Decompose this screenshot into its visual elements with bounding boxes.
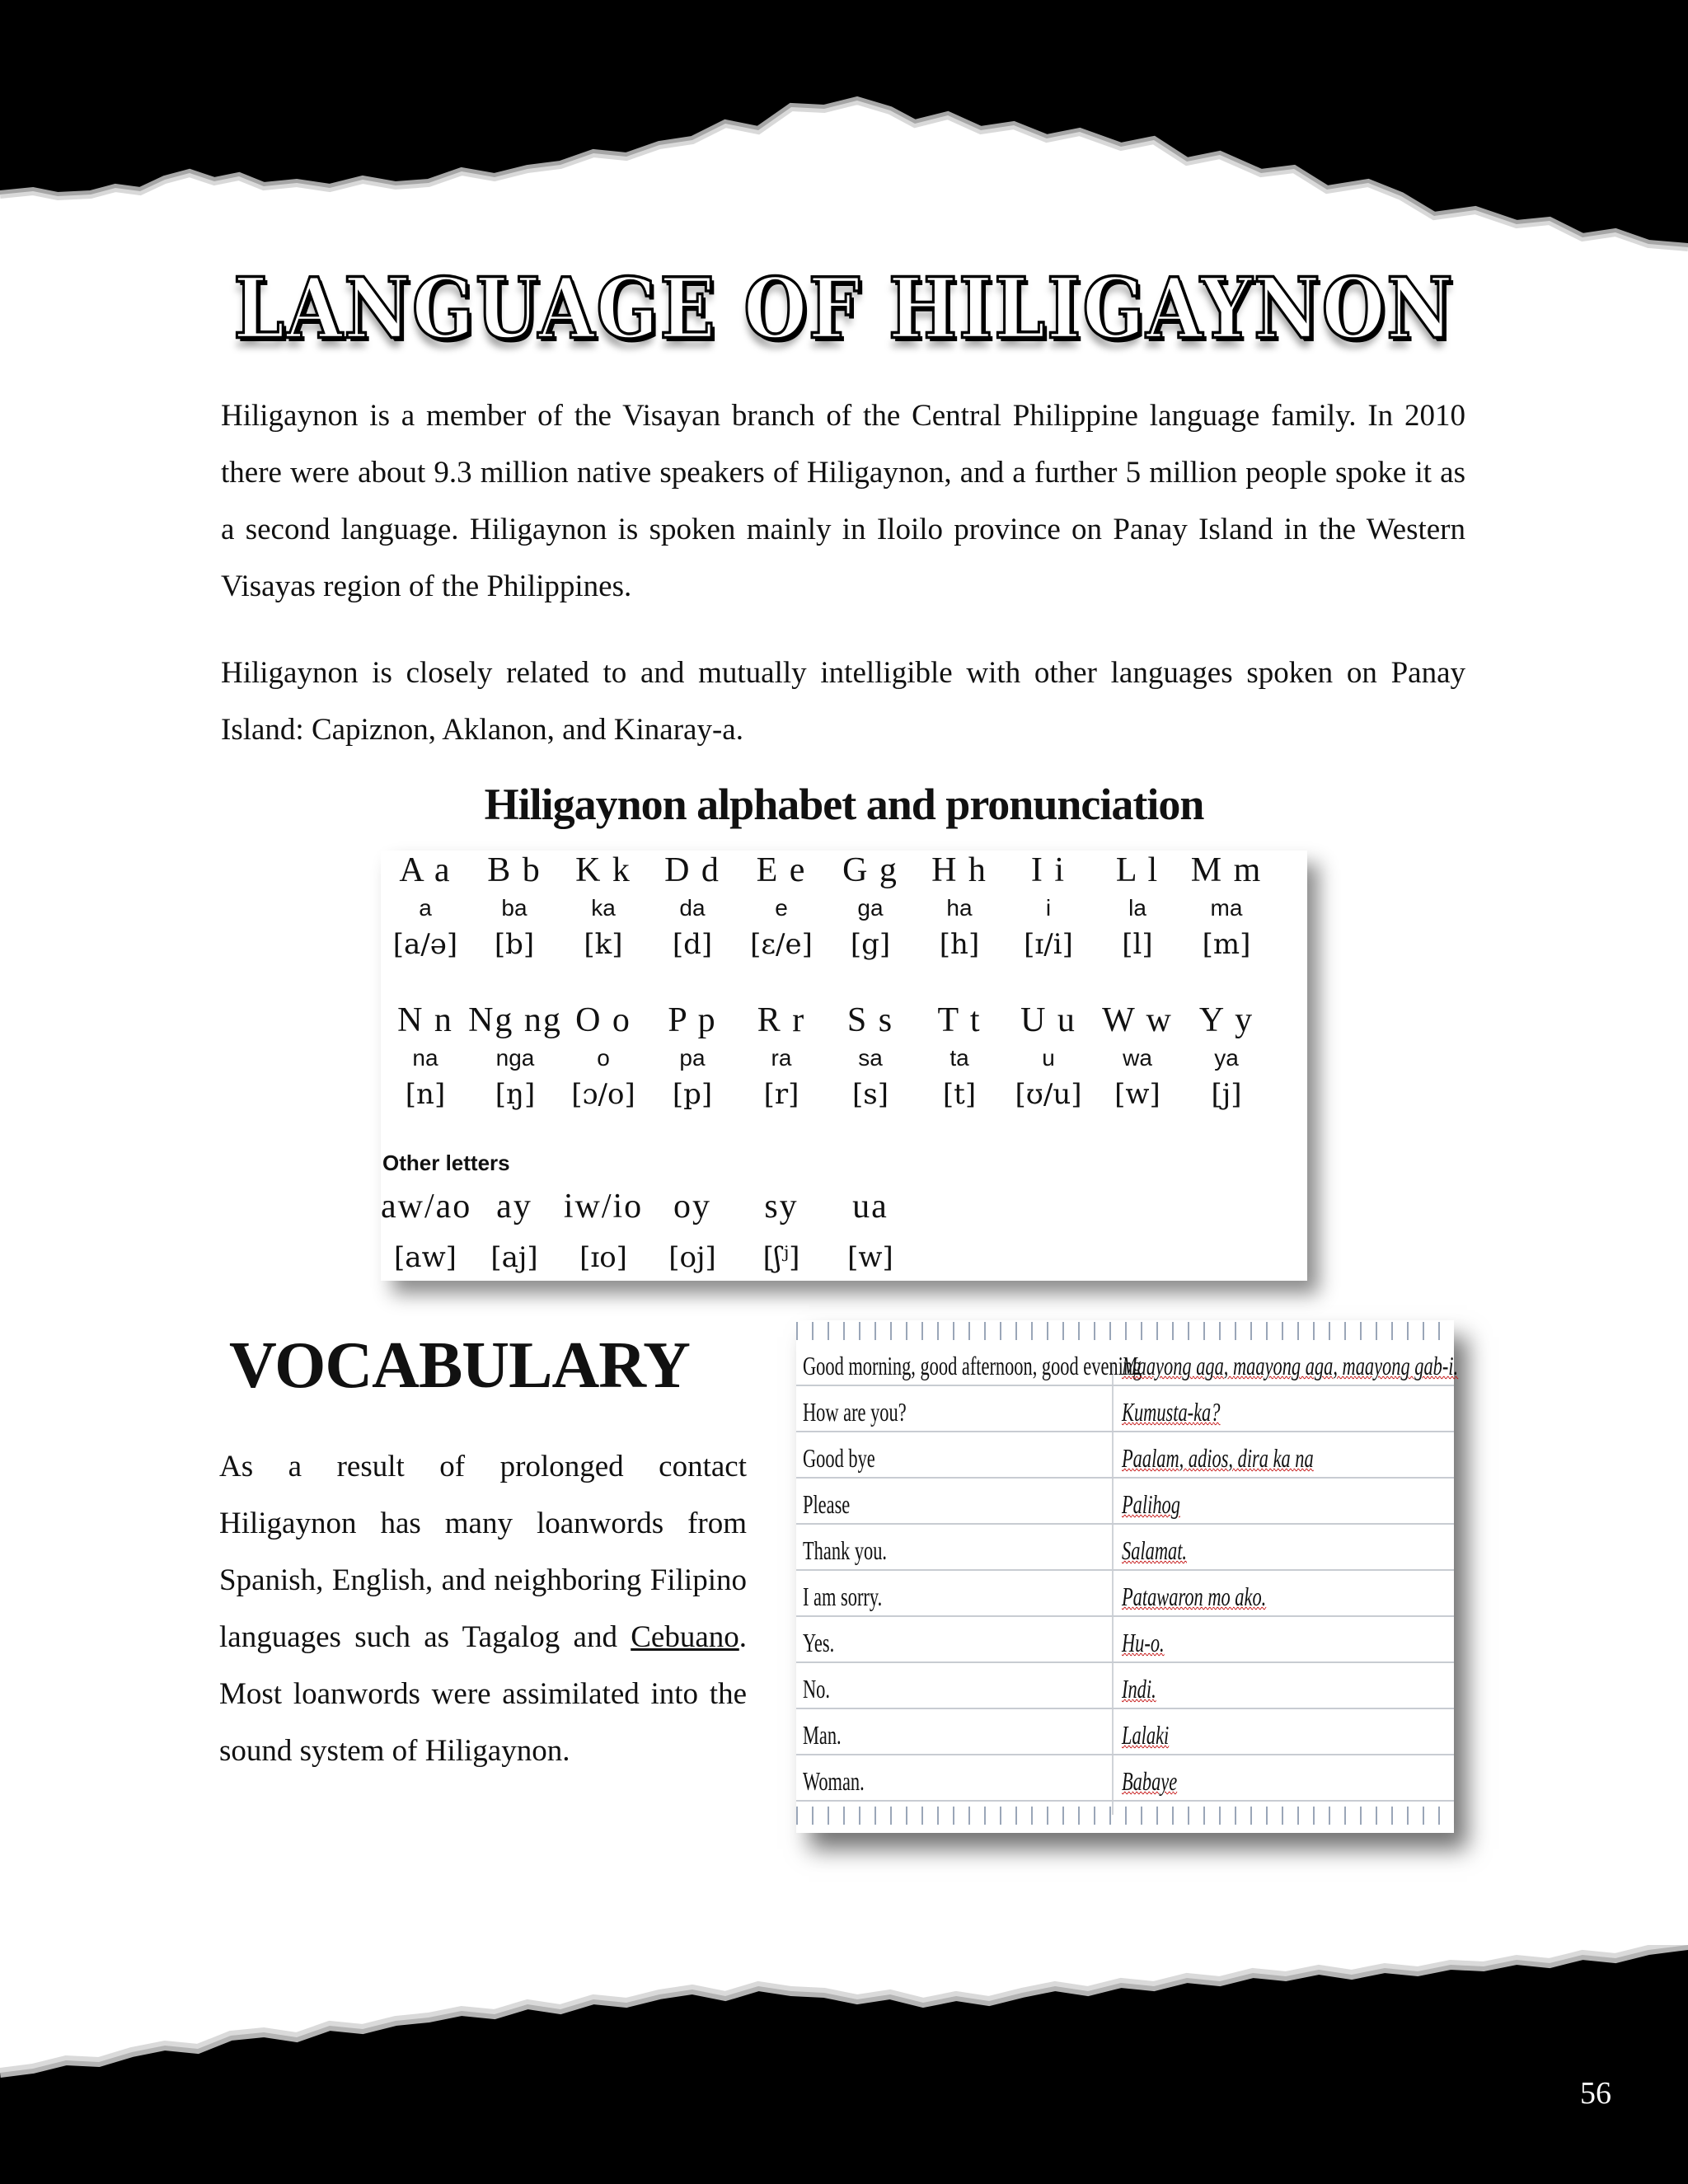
alphabet-ipa: [w] — [1114, 1078, 1160, 1111]
alphabet-cell — [1182, 851, 1271, 961]
alphabet-name: ha — [946, 895, 973, 921]
alphabet-cell — [381, 1001, 470, 1111]
alphabet-cell — [737, 851, 826, 961]
alphabet-ipa: [ʊ/u] — [1015, 1078, 1082, 1111]
alphabet-name: la — [1128, 895, 1146, 921]
vocabulary-paragraph — [219, 1438, 747, 1779]
other-letter-ipa: [ʃʲ] — [762, 1241, 800, 1274]
alphabet-letter: U u — [1020, 1001, 1076, 1039]
alphabet-name: ma — [1210, 895, 1243, 921]
alphabet-name: da — [679, 895, 706, 921]
alphabet-ipa: [d] — [672, 928, 713, 961]
other-letter: ua — [852, 1188, 889, 1226]
torn-paper-bottom — [0, 1945, 1688, 2184]
alphabet-cell — [826, 851, 915, 961]
alphabet-cell — [915, 1001, 1004, 1111]
vocab-english: I am sorry. — [803, 1582, 883, 1611]
vocab-english: Please — [803, 1489, 851, 1519]
alphabet-name: a — [419, 895, 432, 921]
alphabet-cell — [1093, 1001, 1182, 1111]
alphabet-cell — [648, 851, 737, 961]
alphabet-ipa: [ɪ/i] — [1024, 928, 1073, 961]
alphabet-letter: W w — [1102, 1001, 1173, 1039]
alphabet-letter: S s — [846, 1001, 894, 1039]
other-letter: iw/io — [563, 1188, 644, 1226]
vocab-hiligaynon: Lalaki — [1122, 1720, 1170, 1750]
alphabet-letter: K k — [575, 851, 631, 889]
vocab-hiligaynon: Maayong aga, maayong aga, maayong gab-i. — [1122, 1351, 1459, 1380]
vocab-english: Thank you. — [803, 1535, 888, 1565]
alphabet-cell — [559, 851, 648, 961]
alphabet-letter: G g — [842, 851, 898, 889]
vocabulary-text-after: . Most loanwords were assimilated into the sound system of Hiligaynon. — [219, 1620, 747, 1768]
vocab-row — [796, 1385, 1454, 1432]
alphabet-cell — [462, 1001, 569, 1111]
vocab-row — [796, 1754, 1454, 1802]
alphabet-name: pa — [679, 1045, 706, 1071]
alphabet-ipa: [h] — [939, 928, 980, 961]
alphabet-name: ra — [771, 1045, 792, 1071]
alphabet-name: nga — [495, 1045, 535, 1071]
alphabet-ipa: [m] — [1202, 928, 1251, 961]
alphabet-ipa: [b] — [494, 928, 535, 961]
alphabet-letter: L l — [1115, 851, 1160, 889]
intro-paragraph-2: Hiligaynon is closely related to and mutually intelligible with other languages spoken on Panay Island: Capiznon, Aklanon, and Kinaray-a. — [221, 656, 1465, 747]
alphabet-cell — [915, 851, 1004, 961]
alphabet-letter: D d — [664, 851, 720, 889]
alphabet-cell — [737, 1001, 826, 1111]
alphabet-ipa: [l] — [1122, 928, 1153, 961]
other-letter-cell — [559, 1187, 648, 1274]
other-letter-cell — [648, 1187, 737, 1274]
other-letter: aw/ao — [381, 1188, 472, 1226]
cebuano-link[interactable]: Cebuano — [631, 1620, 739, 1654]
vocab-hiligaynon: Kumusta-ka? — [1122, 1397, 1221, 1427]
vocab-english: Good bye — [803, 1443, 875, 1473]
alphabet-name: ya — [1214, 1045, 1239, 1071]
alphabet-name: o — [597, 1045, 610, 1071]
other-letter-cell — [737, 1187, 826, 1274]
alphabet-name: ka — [591, 895, 616, 921]
other-letter: ay — [496, 1188, 532, 1226]
alphabet-letter: T t — [937, 1001, 982, 1039]
page-number: 56 — [1580, 2076, 1611, 2111]
alphabet-cell — [381, 851, 470, 961]
vocab-hiligaynon: Indi. — [1122, 1674, 1156, 1704]
alphabet-letter: E e — [756, 851, 807, 889]
other-letter-ipa: [aw] — [394, 1241, 457, 1274]
other-letter-cell — [381, 1187, 470, 1274]
alphabet-letter: P p — [668, 1001, 717, 1039]
alphabet-name: i — [1045, 895, 1052, 921]
vocab-row — [796, 1708, 1454, 1755]
alphabet-name: sa — [858, 1045, 883, 1071]
alphabet-letter: N n — [397, 1001, 453, 1039]
alphabet-name: ga — [857, 895, 884, 921]
alphabet-ipa: [ɔ/o] — [571, 1078, 635, 1111]
vocabulary-text-before: As a result of prolonged contact Hiligaynon has many loanwords from Spanish, English, and neighboring Filipino languages such as Tagalog and — [219, 1450, 747, 1654]
ruler-top — [796, 1322, 1454, 1340]
vocab-english: No. — [803, 1674, 830, 1704]
intro-paragraph-1: Hiligaynon is a member of the Visayan branch of the Central Philippine language family. In 2010 there were about 9.3 million native speakers of Hiligaynon, and a further 5 million people spoke it as a second language. Hiligaynon is spoken mainly in Iloilo province on Panay Island in the Western Visayas region of the Philippines. — [221, 399, 1465, 603]
vocab-hiligaynon: Salamat. — [1122, 1535, 1188, 1565]
other-letter-cell — [470, 1187, 559, 1274]
other-letter-ipa: [ɪo] — [579, 1241, 627, 1274]
ruler-bottom — [796, 1807, 1454, 1825]
alphabet-ipa: [a/ə] — [392, 928, 458, 961]
alphabet-ipa: [s] — [852, 1078, 889, 1111]
alphabet-letter: O o — [575, 1001, 631, 1039]
other-letter-ipa: [aj] — [490, 1241, 538, 1274]
other-letter: sy — [764, 1188, 799, 1226]
alphabet-ipa: [k] — [584, 928, 623, 961]
alphabet-letter: Y y — [1198, 1001, 1254, 1039]
vocab-row — [796, 1523, 1454, 1571]
alphabet-cell — [1182, 1001, 1271, 1111]
vocab-row — [796, 1431, 1454, 1479]
alphabet-letter: H h — [931, 851, 987, 889]
alphabet-ipa: [ŋ] — [495, 1078, 536, 1111]
alphabet-ipa: [g] — [850, 928, 891, 961]
alphabet-cell — [470, 851, 559, 961]
alphabet-ipa: [j] — [1211, 1078, 1242, 1111]
vocab-row — [796, 1661, 1454, 1709]
alphabet-ipa: [ɛ/e] — [750, 928, 813, 961]
alphabet-letter: B b — [487, 851, 542, 889]
vocab-english: How are you? — [803, 1397, 907, 1427]
vocab-english: Good morning, good afternoon, good evening — [803, 1351, 1142, 1380]
alphabet-letter: Ng ng — [468, 1001, 562, 1039]
alphabet-letter: M m — [1190, 851, 1263, 889]
alphabet-letter: R r — [757, 1001, 806, 1039]
vocab-hiligaynon: Hu-o. — [1122, 1628, 1165, 1657]
alphabet-ipa: [r] — [763, 1078, 799, 1111]
alphabet-ipa: [n] — [405, 1078, 446, 1111]
alphabet-ipa: [p] — [672, 1078, 713, 1111]
alphabet-cell — [559, 1001, 648, 1111]
vocab-row — [796, 1338, 1459, 1386]
vocab-english: Woman. — [803, 1766, 865, 1796]
vocab-row — [796, 1477, 1454, 1525]
other-letter-ipa: [oj] — [668, 1241, 716, 1274]
vocab-english: Yes. — [803, 1628, 835, 1657]
vocab-row — [796, 1569, 1454, 1617]
alphabet-name: wa — [1123, 1045, 1152, 1071]
vocabulary-heading: VOCABULARY — [229, 1329, 690, 1402]
vocab-hiligaynon: Palihog — [1122, 1489, 1180, 1519]
alphabet-cell — [648, 1001, 737, 1111]
alphabet-ipa: [t] — [942, 1078, 977, 1111]
alphabet-name: e — [775, 895, 788, 921]
alphabet-name: na — [412, 1045, 438, 1071]
other-letter-cell — [826, 1187, 915, 1274]
page-title: LANGUAGE OF HILIGAYNON — [233, 259, 1455, 358]
other-letters-label: Other letters — [382, 1151, 510, 1175]
alphabet-cell — [1004, 1001, 1093, 1111]
vocab-english: Man. — [803, 1720, 842, 1750]
vocab-hiligaynon: Babaye — [1122, 1766, 1178, 1796]
alphabet-letter: I i — [1030, 851, 1067, 889]
alphabet-name: u — [1042, 1045, 1055, 1071]
alphabet-letter: A a — [399, 851, 452, 889]
alphabet-cell — [1093, 851, 1182, 961]
other-letter: oy — [673, 1188, 711, 1226]
vocab-hiligaynon: Paalam, adios, dira ka na — [1122, 1443, 1314, 1473]
vocab-hiligaynon: Patawaron mo ako. — [1122, 1582, 1267, 1611]
vocab-row — [796, 1615, 1454, 1663]
alphabet-cell — [826, 1001, 915, 1111]
other-letter-ipa: [w] — [847, 1241, 893, 1274]
alphabet-heading: Hiligaynon alphabet and pronunciation — [484, 780, 1204, 829]
alphabet-name: ta — [950, 1045, 969, 1071]
torn-paper-top — [0, 0, 1688, 280]
vocabulary-table — [796, 1320, 1459, 1833]
alphabet-table — [381, 851, 1307, 1281]
alphabet-cell — [1004, 851, 1093, 961]
alphabet-name: ba — [501, 895, 528, 921]
